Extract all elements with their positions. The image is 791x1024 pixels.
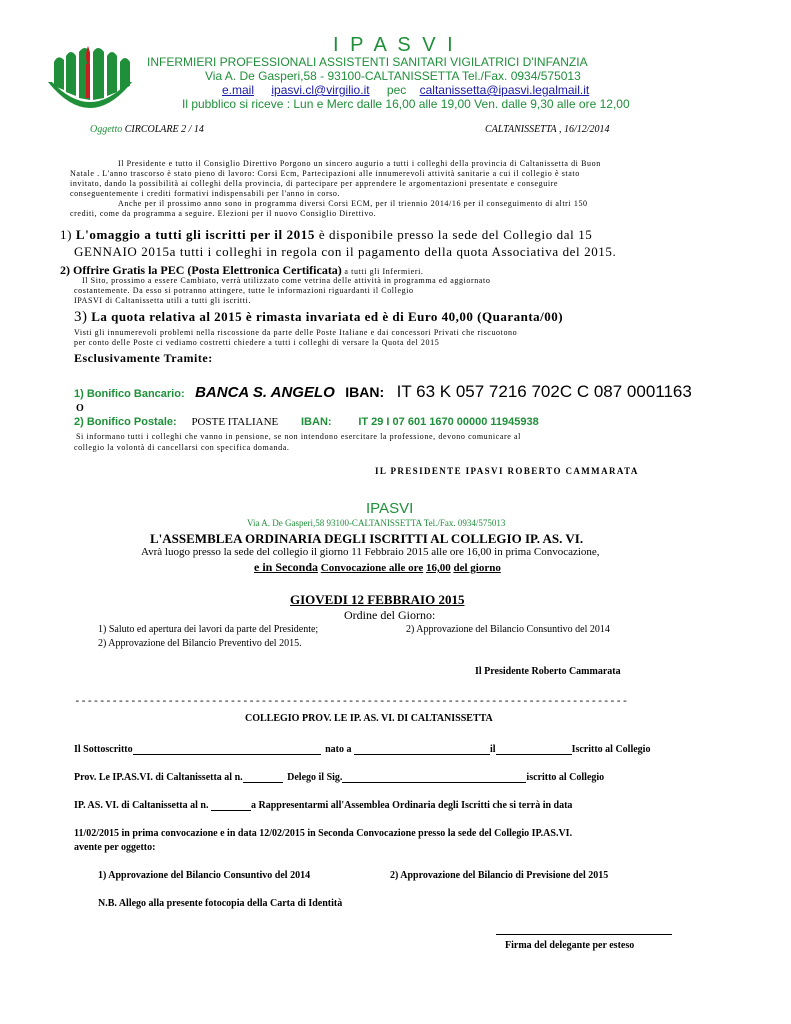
form-row-2	[74, 772, 604, 783]
header-hours: Il pubblico si riceve : Lun e Merc dalle 16,00 alle 19,00 Ven. dalle 9,30 alle ore 12,00	[182, 97, 630, 111]
intro-line-2: Natale . L'anno trascorso è stato pieno di lavoro: Corsi Ecm, Partecipazioni alle innumerevoli attività sanitarie a cui il collegio è stato	[70, 169, 580, 178]
pec-label: pec	[386, 83, 407, 97]
payment-2-iban-label: IBAN:	[301, 416, 332, 428]
form-row-3-a: IP. AS. VI. di Caltanissetta al n.	[74, 800, 209, 811]
item-2-line-4: IPASVI di Caltanissetta utili a tutti gli iscritti.	[74, 296, 251, 305]
assembly-item-2: 2) Approvazione del Bilancio Consuntivo del 2014	[406, 624, 610, 635]
pension-line-1: Si informano tutti i colleghi che vanno in pensione, se non intendono esercitare la professione, devono comunicare al	[76, 432, 521, 441]
assembly-presidente: Il Presidente Roberto Cammarata	[475, 666, 621, 677]
pension-line-2: collegio la volontà di cancellarsi con specifica domanda.	[74, 443, 290, 452]
item-2-num: 2)	[60, 263, 70, 277]
intro-line-1: Il Presidente e tutto il Consiglio Direttivo Porgono un sincero augurio a tutti i colleghi della provincia di Caltanissetta di Buon	[118, 159, 601, 168]
item-2-rest: a tutti gli Infermieri.	[341, 267, 424, 276]
assembly-item-3: 2) Approvazione del Bilancio Preventivo del 2015.	[98, 638, 302, 649]
assembly-time: 16,00	[425, 562, 451, 574]
form-row-3-b: a Rappresentarmi all'Assemblea Ordinaria degli Iscritti che si terrà in data	[250, 800, 573, 811]
assembly-ordine: Ordine del Giorno:	[344, 608, 436, 622]
item-3-exclusively: Esclusivamente Tramite:	[74, 351, 213, 365]
item-3-bold: La quota relativa al 2015 è rimasta invariata ed è di Euro 40,00 (Quaranta/00)	[91, 309, 564, 324]
item-1	[60, 227, 592, 243]
form-row-1-c: il	[490, 744, 496, 755]
payment-1-iban: IT 63 K 057 7216 702C C 087 0001163	[396, 382, 692, 401]
payment-1-label: 1) Bonifico Bancario:	[74, 388, 185, 400]
header-subtitle: INFERMIERI PROFESSIONALI ASSISTENTI SANITARI VIGILATRICI D'INFANZIA	[147, 55, 588, 69]
payment-or: O	[76, 403, 84, 414]
assembly-address: Via A. De Gasperi,58 93100-CALTANISSETTA Tel./Fax. 0934/575013	[247, 518, 506, 528]
form-divider: -----------------------------------------------------------------------------------------	[74, 694, 628, 707]
item-1-bold: L'omaggio a tutti gli iscritti per il 2015	[75, 227, 315, 242]
item-1-num: 1)	[60, 227, 73, 242]
form-row-2-a: Prov. Le IP.AS.VI. di Caltanissetta al n.	[74, 772, 243, 783]
form-row-1-d: Iscritto al Collegio	[571, 744, 651, 755]
assembly-date: GIOVEDI 12 FEBBRAIO 2015	[290, 592, 465, 607]
header-org: I P A S V I	[333, 34, 456, 56]
intro-line-5: Anche per il prossimo anno sono in programma diversi Corsi ECM, per il triennio 2014/16 per il conseguimento di altri 150	[118, 199, 588, 208]
payment-2	[74, 416, 539, 428]
form-row-3	[74, 800, 572, 811]
form-row-1	[74, 744, 650, 755]
item-2-bold: Offrire Gratis la PEC (Posta Elettronica Certificata)	[73, 263, 342, 277]
payment-2-label: 2) Bonifico Postale:	[74, 416, 177, 428]
intro-line-6: crediti, come da programma a seguire. Elezioni per il nuovo Consiglio Direttivo.	[70, 209, 377, 218]
form-row-4: 11/02/2015 in prima convocazione e in data 12/02/2015 in Seconda Convocazione presso la sede del Collegio IP.AS.VI.	[74, 828, 573, 839]
intro-line-4: conseguentemente i crediti formativi indispensabili per l'anno in corso.	[70, 189, 341, 198]
assembly-day: del giorno	[453, 562, 501, 574]
delegato-n-field[interactable]	[211, 800, 251, 811]
form-agenda-1: 1) Approvazione del Bilancio Consuntivo del 2014	[98, 870, 311, 881]
form-row-2-b: Delego il Sig.	[287, 772, 343, 783]
item-3	[74, 309, 563, 326]
header-contacts	[222, 83, 589, 97]
ipasvi-logo	[44, 42, 136, 122]
payment-1-iban-label: IBAN:	[345, 384, 385, 400]
email-label: e.mail	[222, 83, 255, 97]
payment-2-bank: POSTE ITALIANE	[191, 416, 279, 428]
item-1-line-2: GENNAIO 2015a tutti i colleghi in regola con il pagamento della quota Associativa del 2015.	[74, 244, 617, 259]
pec-link[interactable]: caltanissetta@ipasvi.legalmail.it	[419, 83, 590, 97]
item-2-line-2: Il Sito, prossimo a essere Cambiato, verrà utilizzato come vetrina delle attività in programma ed aggiornato	[82, 276, 491, 285]
assembly-line-1: Avrà luogo presso la sede del collegio il giorno 11 Febbraio 2015 alle ore 16,00 in prima Convocazione,	[141, 546, 600, 558]
iscrizione-n-field[interactable]	[243, 772, 283, 783]
sottoscritto-field[interactable]	[133, 744, 321, 755]
oggetto	[90, 124, 204, 135]
form-row-2-c: iscritto al Collegio	[526, 772, 605, 783]
assembly-title: L'ASSEMBLEA ORDINARIA DEGLI ISCRITTI AL COLLEGIO IP. AS. VI.	[150, 531, 584, 546]
signature-president: IL PRESIDENTE IPASVI ROBERTO CAMMARATA	[375, 466, 639, 476]
oggetto-value: CIRCOLARE 2 / 14	[124, 124, 204, 135]
form-row-5: avente per oggetto:	[74, 842, 156, 853]
item-3-num: 3)	[74, 309, 88, 325]
header-address: Via A. De Gasperi,58 - 93100-CALTANISSETTA Tel./Fax. 0934/575013	[205, 69, 581, 83]
nato-a-field[interactable]	[354, 744, 490, 755]
form-firma: Firma del delegante per esteso	[505, 940, 635, 951]
payment-1-bank: BANCA S. ANGELO	[195, 384, 335, 401]
email-link[interactable]: ipasvi.cl@virgilio.it	[271, 83, 370, 97]
intro-line-3: invitato, dando la possibilità ai colleghi della provincia, di partecipare per apprendere le argomentazioni presentate e conseguire	[70, 179, 559, 188]
assembly-conv: Convocazione alle ore	[320, 562, 424, 574]
birth-date-field[interactable]	[496, 744, 572, 755]
oggetto-label: Oggetto	[90, 124, 123, 135]
form-row-1-a: Il Sottoscritto	[74, 744, 133, 755]
item-3-line-3: per conto delle Poste ci vediamo costretti chiedere a tutti i colleghi di versare la Quota del 2015	[74, 338, 440, 347]
assembly-item-1: 1) Saluto ed apertura dei lavori da parte del Presidente;	[98, 624, 319, 635]
place-date: CALTANISSETTA , 16/12/2014	[485, 124, 610, 135]
form-nb: N.B. Allego alla presente fotocopia della Carta di Identità	[98, 898, 343, 909]
assembly-org: IPASVI	[366, 500, 414, 517]
item-1-rest: è disponibile presso la sede del Collegio dal 15	[314, 227, 593, 242]
item-3-line-2: Visti gli innumerevoli problemi nella riscossione da parte delle Poste Italiane e dai concessori Privati che riscuotono	[74, 328, 518, 337]
item-2-line-3: costantemente. Da esso si potranno attingere, tutte le informazioni riguardanti il Collegio	[74, 286, 414, 295]
assembly-line-2	[254, 560, 501, 575]
form-agenda-2: 2) Approvazione del Bilancio di Previsione del 2015	[390, 870, 609, 881]
delegato-field[interactable]	[342, 772, 526, 783]
payment-1	[74, 382, 692, 402]
payment-2-iban: IT 29 I 07 601 1670 00000 11945938	[358, 416, 539, 428]
assembly-second: e in Seconda	[254, 560, 319, 574]
form-row-1-b: nato a	[325, 744, 352, 755]
firma-line[interactable]	[496, 934, 672, 935]
form-title: COLLEGIO PROV. LE IP. AS. VI. DI CALTANISSETTA	[245, 713, 493, 724]
